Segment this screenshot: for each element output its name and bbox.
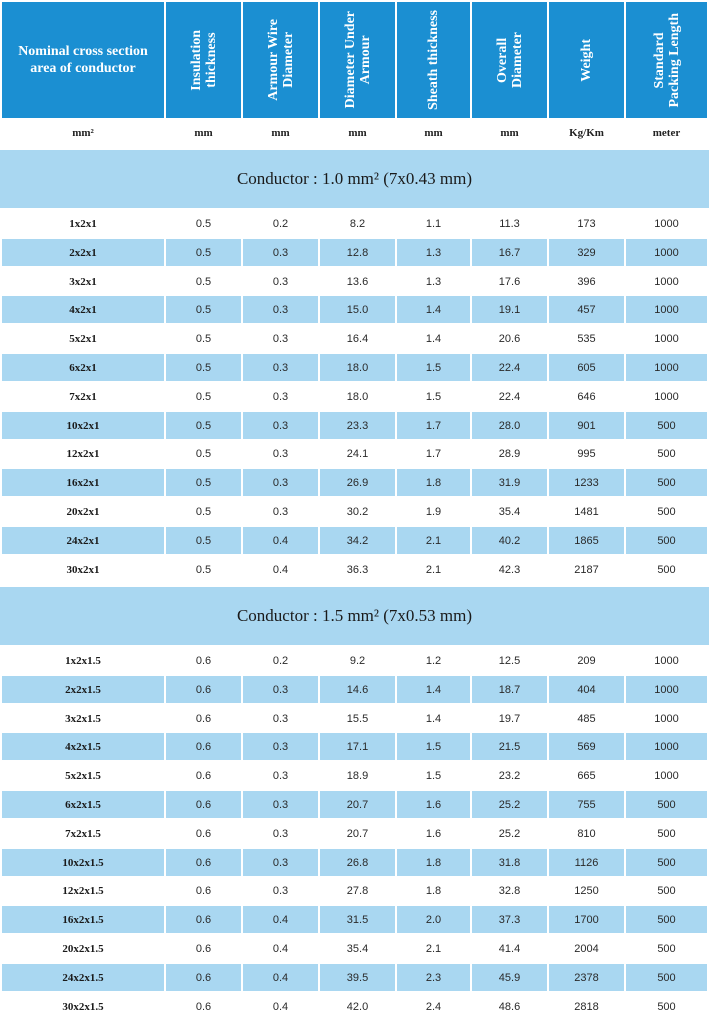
table-row [0,325,709,352]
table-cell: 0.3 [272,390,289,403]
table-row [0,412,709,439]
table-cell: 32.8 [498,884,521,897]
table-cell: 0.2 [272,654,289,667]
table-row [0,820,709,847]
table-cell: 1.5 [397,733,470,760]
table-cell: 1.4 [397,296,470,323]
table-row [0,676,709,703]
table-cell: 1000 [654,390,679,403]
table-cell: 2378 [549,964,624,991]
table-cell: 755 [549,791,624,818]
table-cell: 13.6 [346,275,369,288]
table-cell: 1.5 [397,354,470,381]
table-cell: 1233 [549,469,624,496]
table-cell: 35.4 [498,505,521,518]
table-cell: 25.2 [498,827,521,840]
table-cell: 0.6 [166,791,241,818]
table-cell: 27.8 [346,884,369,897]
cable-designation: 30x2x1 [66,563,100,576]
cable-designation: 16x2x1 [2,469,164,496]
cable-designation: 1x2x1 [69,217,97,230]
table-cell: 21.5 [472,733,547,760]
table-cell: 500 [657,447,676,460]
table-cell: 19.7 [498,712,521,725]
header-armour-wire-diameter [243,2,318,118]
table-cell: 17.6 [498,275,521,288]
table-cell: 1000 [654,217,679,230]
table-cell: 605 [549,354,624,381]
table-cell: 1.3 [425,275,442,288]
table-cell: 329 [549,239,624,266]
table-row [0,906,709,933]
table-cell: 500 [657,942,676,955]
cable-designation: 30x2x1.5 [62,1000,104,1013]
table-cell: 0.3 [243,676,318,703]
unit-label: mm [348,127,367,139]
table-row [0,296,709,323]
table-cell: 0.6 [195,769,212,782]
table-cell: 28.0 [472,412,547,439]
section-title: Conductor : 1.5 mm² (7x0.53 mm) [0,587,709,645]
table-row [0,354,709,381]
table-cell: 1.5 [425,390,442,403]
header-label: Armour Wire Diameter [265,19,296,101]
table-cell: 0.5 [166,239,241,266]
table-cell: 810 [577,827,596,840]
table-row [0,964,709,991]
table-cell: 28.9 [498,447,521,460]
header-nominal-cross-section [2,2,164,118]
table-cell: 1000 [626,354,707,381]
table-cell: 18.7 [472,676,547,703]
table-cell: 1.1 [425,217,442,230]
table-cell: 39.5 [320,964,395,991]
table-row [0,440,709,467]
table-cell: 18.0 [346,390,369,403]
table-row [0,993,709,1020]
table-cell: 0.6 [166,849,241,876]
table-cell: 2.1 [397,527,470,554]
table-cell: 0.4 [243,964,318,991]
table-cell: 0.3 [243,412,318,439]
table-row [0,762,709,789]
cable-designation: 12x2x1 [66,447,100,460]
header-label: Diameter Under Armour [342,11,373,109]
table-cell: 0.5 [166,296,241,323]
unit-label: mm² [72,127,94,139]
table-cell: 2.1 [425,563,442,576]
table-cell: 0.3 [243,469,318,496]
header-label: Standard Packing Length [651,12,682,108]
table-cell: 11.3 [499,217,520,230]
table-cell: 45.9 [472,964,547,991]
table-cell: 0.6 [195,712,212,725]
table-cell: 0.6 [166,676,241,703]
table-cell: 173 [577,217,596,230]
cable-designation: 10x2x1 [2,412,164,439]
table-cell: 2.0 [397,906,470,933]
table-cell: 500 [626,412,707,439]
table-cell: 569 [549,733,624,760]
table-cell: 26.9 [320,469,395,496]
table-cell: 1000 [654,275,679,288]
table-cell: 0.6 [195,884,212,897]
table-cell: 20.6 [498,332,521,345]
header-label: Overall Diameter [494,32,525,88]
table-cell: 0.3 [272,332,289,345]
table-cell: 0.5 [166,412,241,439]
cable-designation: 2x2x1.5 [2,676,164,703]
header-weight [549,2,624,118]
table-cell: 457 [549,296,624,323]
table-cell: 18.0 [320,354,395,381]
unit-label: meter [652,127,681,139]
table-cell: 0.4 [272,942,289,955]
table-row [0,469,709,496]
table-cell: 0.6 [195,942,212,955]
table-cell: 1.4 [425,712,442,725]
unit-label: Kg/Km [569,127,604,139]
table-cell: 1.3 [397,239,470,266]
cable-designation: 24x2x1 [2,527,164,554]
table-cell: 20.7 [320,791,395,818]
table-cell: 0.3 [272,712,289,725]
table-cell: 1.7 [425,447,442,460]
cable-designation: 20x2x1.5 [62,942,104,955]
header-label: Nominal cross section area of conductor [18,44,148,76]
table-cell: 1.2 [425,654,442,667]
table-cell: 16.4 [346,332,369,345]
table-cell: 0.3 [272,769,289,782]
table-row [0,239,709,266]
table-cell: 901 [549,412,624,439]
header-overall-diameter [472,2,547,118]
table-row [0,527,709,554]
table-cell: 500 [626,469,707,496]
table-cell: 1.8 [397,849,470,876]
cable-designation: 16x2x1.5 [2,906,164,933]
cable-designation: 20x2x1 [66,505,100,518]
table-cell: 12.8 [320,239,395,266]
cable-designation: 2x2x1 [2,239,164,266]
table-cell: 0.5 [195,447,212,460]
table-cell: 0.3 [272,505,289,518]
table-cell: 0.3 [272,884,289,897]
table-cell: 37.3 [472,906,547,933]
table-cell: 0.5 [195,563,212,576]
table-cell: 1000 [626,733,707,760]
table-cell: 396 [577,275,596,288]
table-cell: 31.5 [320,906,395,933]
header-diameter-under-armour [320,2,395,118]
cable-designation: 24x2x1.5 [2,964,164,991]
cable-designation: 6x2x1.5 [2,791,164,818]
table-cell: 0.6 [166,733,241,760]
table-cell: 646 [577,390,596,403]
table-cell: 0.5 [195,505,212,518]
table-cell: 1700 [549,906,624,933]
header-label: Insulation thickness [188,29,219,91]
table-cell: 2.1 [425,942,442,955]
table-cell: 42.0 [346,1000,369,1013]
table-cell: 209 [577,654,596,667]
cable-designation: 4x2x1.5 [2,733,164,760]
table-cell: 0.4 [243,906,318,933]
cable-designation: 7x2x1.5 [65,827,101,840]
table-row [0,791,709,818]
table-cell: 500 [657,563,676,576]
table-cell: 0.4 [272,563,289,576]
header-insulation-thickness [166,2,241,118]
table-cell: 1000 [626,676,707,703]
table-cell: 23.2 [498,769,521,782]
table-cell: 2.4 [425,1000,442,1013]
table-cell: 0.5 [195,390,212,403]
table-cell: 1.4 [397,676,470,703]
table-cell: 12.5 [498,654,521,667]
cable-designation: 6x2x1 [2,354,164,381]
table-cell: 15.0 [320,296,395,323]
cable-designation: 12x2x1.5 [62,884,104,897]
table-cell: 0.5 [166,469,241,496]
table-cell: 1.8 [425,884,442,897]
table-cell: 34.2 [320,527,395,554]
unit-label: mm [271,127,290,139]
table-cell: 8.2 [349,217,366,230]
table-cell: 1.6 [397,791,470,818]
cable-designation: 3x2x1.5 [65,712,101,725]
table-cell: 1.5 [425,769,442,782]
table-row [0,383,709,410]
table-cell: 0.6 [195,1000,212,1013]
table-cell: 0.5 [195,217,212,230]
table-cell: 1000 [626,296,707,323]
table-row [0,268,709,295]
table-cell: 0.3 [243,354,318,381]
cable-designation: 5x2x1.5 [65,769,101,782]
units-row [0,118,709,148]
table-cell: 0.3 [243,791,318,818]
table-row [0,877,709,904]
header-sheath-thickness [397,2,470,118]
table-cell: 500 [657,884,676,897]
table-cell: 42.3 [498,563,521,576]
table-cell: 0.3 [272,447,289,460]
table-row [0,935,709,962]
table-cell: 1000 [654,769,679,782]
table-cell: 0.6 [195,654,212,667]
cable-designation: 5x2x1 [69,332,97,345]
table-cell: 30.2 [346,505,369,518]
table-cell: 500 [626,791,707,818]
table-row [0,733,709,760]
table-cell: 22.4 [472,354,547,381]
table-row [0,849,709,876]
table-row [0,498,709,525]
table-cell: 485 [577,712,596,725]
cable-designation: 1x2x1.5 [65,654,101,667]
table-cell: 500 [626,527,707,554]
table-cell: 19.1 [472,296,547,323]
table-cell: 404 [549,676,624,703]
table-cell: 0.5 [195,332,212,345]
cable-designation: 10x2x1.5 [2,849,164,876]
table-cell: 0.5 [166,527,241,554]
table-cell: 0.3 [243,239,318,266]
table-cell: 1126 [549,849,624,876]
table-cell: 1000 [654,712,679,725]
table-cell: 1.8 [397,469,470,496]
table-row [0,210,709,237]
table-cell: 1.6 [425,827,442,840]
table-cell: 535 [577,332,596,345]
unit-label: mm [194,127,213,139]
table-cell: 23.3 [320,412,395,439]
table-cell: 16.7 [472,239,547,266]
table-cell: 25.2 [472,791,547,818]
table-cell: 500 [626,849,707,876]
table-cell: 31.9 [472,469,547,496]
table-cell: 40.2 [472,527,547,554]
table-cell: 18.9 [346,769,369,782]
table-cell: 500 [626,964,707,991]
table-cell: 26.8 [320,849,395,876]
table-cell: 0.5 [195,275,212,288]
table-cell: 0.3 [272,275,289,288]
table-row [0,556,709,583]
table-cell: 1.4 [425,332,442,345]
table-cell: 36.3 [346,563,369,576]
table-cell: 1481 [574,505,599,518]
table-cell: 0.5 [166,354,241,381]
table-cell: 500 [657,505,676,518]
header-label: Weight [579,38,594,82]
table-cell: 0.3 [243,733,318,760]
table-row [0,647,709,674]
table-cell: 0.6 [195,827,212,840]
table-cell: 1.7 [397,412,470,439]
unit-label: mm [424,127,443,139]
cable-designation: 4x2x1 [2,296,164,323]
table-cell: 35.4 [346,942,369,955]
table-cell: 2.3 [397,964,470,991]
cable-designation: 3x2x1 [69,275,97,288]
table-cell: 1865 [549,527,624,554]
table-cell: 665 [577,769,596,782]
table-cell: 1250 [574,884,599,897]
table-cell: 0.4 [272,1000,289,1013]
cable-designation: 7x2x1 [69,390,97,403]
table-cell: 2004 [574,942,599,955]
table-cell: 31.8 [472,849,547,876]
table-cell: 48.6 [498,1000,521,1013]
table-cell: 995 [577,447,596,460]
table-cell: 9.2 [349,654,366,667]
table-cell: 1000 [626,239,707,266]
table-cell: 17.1 [320,733,395,760]
table-cell: 0.3 [272,827,289,840]
table-cell: 0.4 [243,527,318,554]
table-cell: 20.7 [346,827,369,840]
table-cell: 500 [657,1000,676,1013]
table-cell: 24.1 [346,447,369,460]
section-title: Conductor : 1.0 mm² (7x0.43 mm) [0,150,709,208]
table-cell: 14.6 [320,676,395,703]
table-cell: 0.6 [166,964,241,991]
table-cell: 0.2 [272,217,289,230]
table-cell: 0.3 [243,296,318,323]
header-label: Sheath thickness [426,10,441,110]
table-cell: 15.5 [346,712,369,725]
table-cell: 0.6 [166,906,241,933]
table-cell: 0.3 [243,849,318,876]
table-cell: 500 [657,827,676,840]
table-cell: 2818 [574,1000,599,1013]
table-cell: 1000 [654,332,679,345]
table-cell: 1000 [654,654,679,667]
table-cell: 1.9 [425,505,442,518]
table-row [0,705,709,732]
table-cell: 500 [626,906,707,933]
header-standard-packing-length [626,2,707,118]
table-cell: 22.4 [498,390,521,403]
unit-label: mm [500,127,519,139]
table-cell: 2187 [574,563,599,576]
table-cell: 41.4 [498,942,521,955]
